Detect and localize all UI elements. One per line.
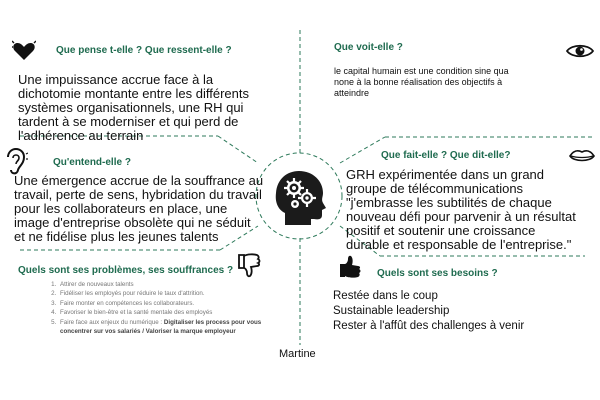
ear-icon xyxy=(6,148,28,176)
heading-problemes: Quels sont ses problèmes, ses souffrances ? xyxy=(18,265,234,276)
besoins-line-3: Rester à l'affût des challenges à venir xyxy=(333,320,525,332)
persona-name: Martine xyxy=(279,348,316,360)
thumbs-down-icon xyxy=(237,253,261,279)
head-gears-icon xyxy=(267,163,333,229)
thumbs-up-icon xyxy=(338,253,362,279)
heading-fait: Que fait-elle ? Que dit-elle? xyxy=(381,150,511,161)
problems-list xyxy=(40,280,298,336)
problem-item-5-lead: Faire face aux enjeux du numérique : xyxy=(60,318,164,326)
text-pense: Une impuissance accrue face à la dichotomie montante entre les différents systèmes organisationnels, une RH qui tardent à se moderniser et qui perd de l'adhérence au terrain xyxy=(18,72,250,143)
eye-icon xyxy=(566,43,594,59)
list-item: 1. Attirer de nouveaux talents xyxy=(58,280,298,289)
heading-besoins: Quels sont ses besoins ? xyxy=(377,268,498,279)
list-item: 4. Favoriser le bien-être et la santé mentale des employés xyxy=(58,308,298,317)
lips-icon xyxy=(569,148,595,164)
text-voit: le capital humain est une condition sine qua none à la bonne réalisation des objectifs à atteindre xyxy=(334,66,509,98)
problem-item-5-tail: concentrer sur vos salariés / Valoriser la marque employeur xyxy=(60,328,236,336)
text-entend: Une émergence accrue de la souffrance au travail, perte de sens, hybridation du travail pour les collaborateurs en place, une image d'entreprise obsolète qui ne séduit et ne fidélise plus les jeunes talents xyxy=(14,173,264,244)
heading-entend: Qu'entend-elle ? xyxy=(53,157,131,168)
list-item: 2. Fidéliser les employés pour réduire le taux d'attrition. xyxy=(58,289,298,298)
heading-pense: Que pense t-elle ? Que ressent-elle ? xyxy=(56,45,232,56)
problem-item-5-strong: Digitaliser les process pour vous xyxy=(163,318,262,326)
list-item: 3. Faire monter en compétences les collaborateurs. xyxy=(58,299,298,308)
besoins-line-1: Restée dans le coup xyxy=(333,290,438,302)
besoins-line-2: Sustainable leadership xyxy=(333,305,450,317)
heart-icon xyxy=(12,40,36,62)
list-item xyxy=(58,318,298,337)
text-fait: GRH expérimentée dans un grand groupe de télécommunications "j'embrasse les subtilités de chaque nouveau défi pour parvenir à un résultat positif et soutenir une croissance durable et responsable de l'entreprise." xyxy=(346,167,576,252)
heading-voit: Que voit-elle ? xyxy=(334,42,403,53)
